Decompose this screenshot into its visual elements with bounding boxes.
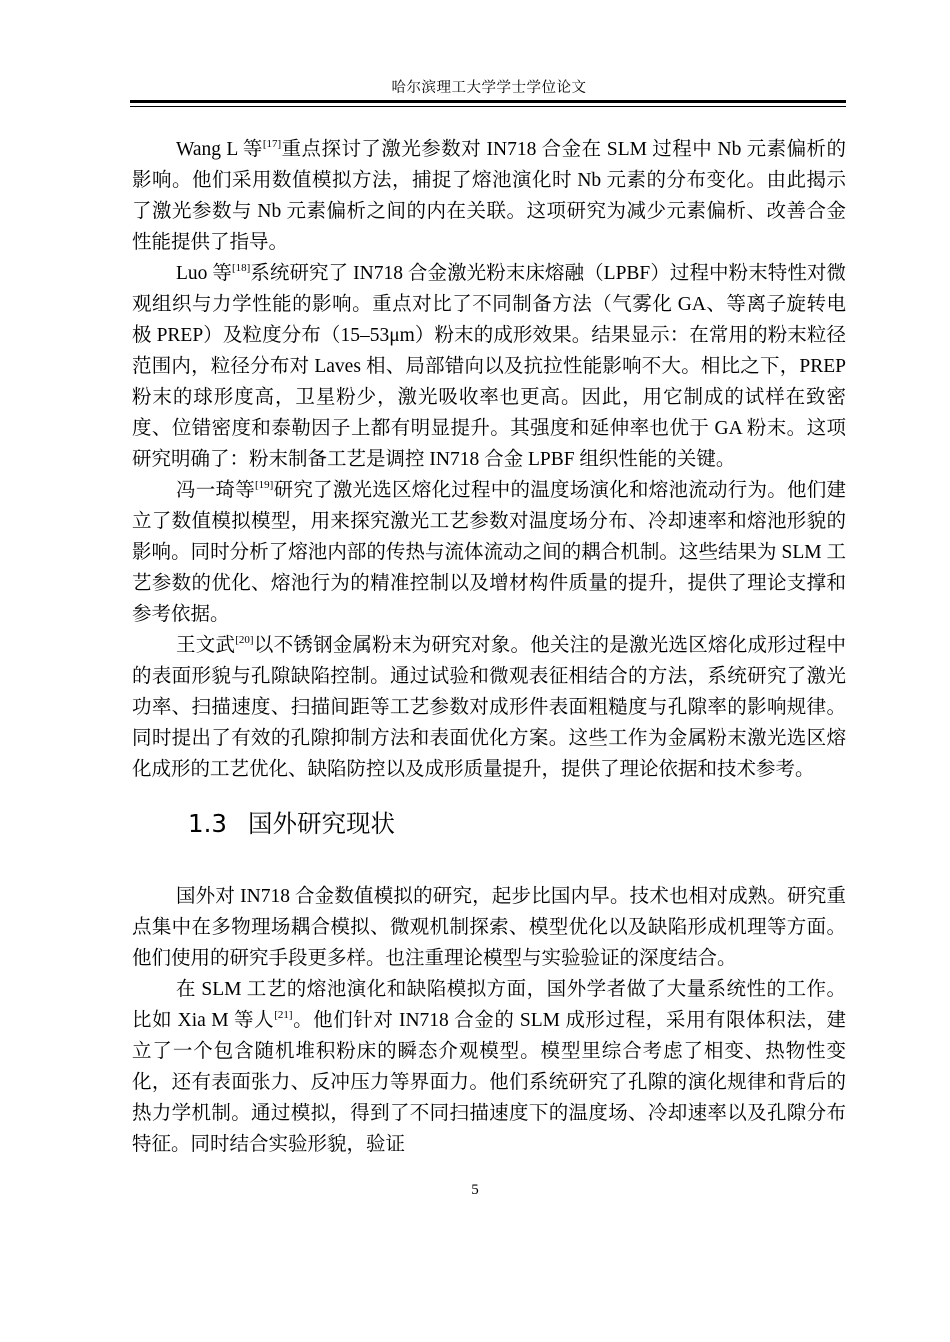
paragraph-wangwenwu (132, 630, 846, 785)
paragraph-text: 王文武 (176, 635, 236, 656)
paragraph-xia (132, 974, 846, 1160)
paragraph-text: 。他们针对 IN718 合金的 SLM 成形过程，采用有限体积法，建立了一个包含随机堆积粉床的瞬态介观模型。模型里综合考虑了相变、热物性变化，还有表面张力、反冲压力等界面力。他们系统研究了孔隙的演化规律和背后的热力学机制。通过模拟，得到了不同扫描速度下的温度场、冷却速率以及孔隙分布特征。同时结合实验形貌，验证 (132, 1010, 847, 1155)
page-number: 5 (471, 1182, 479, 1198)
section-number: 1.3 (188, 809, 227, 838)
paragraph-wang (132, 134, 846, 258)
paragraph-text: 以不锈钢金属粉末为研究对象。他关注的是激光选区熔化成形过程中的表面形貌与孔隙缺陷控制。通过试验和微观表征相结合的方法，系统研究了激光功率、扫描速度、扫描间距等工艺参数对成形件表面粗糙度与孔隙率的影响规律。同时提出了有效的孔隙抑制方法和表面优化方案。这些工作为金属粉末激光选区熔化成形的工艺优化、缺陷防控以及成形质量提升，提供了理论依据和技术参考。 (132, 635, 846, 780)
paragraph-text: 在 SLM 工艺的熔池演化和缺陷模拟方面，国外学者做了大量系统性的工作。比如 Xia M 等人 (132, 979, 846, 1031)
paragraph-overview (132, 881, 846, 974)
body-text (132, 134, 846, 1160)
section-heading (188, 804, 846, 844)
citation-ref: [21] (274, 1009, 293, 1021)
paragraph-feng (132, 475, 846, 630)
citation-ref: [18] (231, 262, 251, 274)
citation-ref: [19] (255, 479, 274, 491)
running-header: 哈尔滨理工大学学士学位论文 (391, 80, 587, 96)
paragraph-luo (132, 258, 846, 475)
citation-ref: [20] (235, 634, 254, 646)
paragraph-text: Luo 等 (176, 263, 232, 284)
paragraph-text: 国外对 IN718 合金数值模拟的研究，起步比国内早。技术也相对成熟。研究重点集中在多物理场耦合模拟、微观机制探索、模型优化以及缺陷形成机理等方面。他们使用的研究手段更多样。也注重理论模型与实验验证的深度结合。 (132, 886, 846, 969)
header-rule-thick (130, 100, 846, 103)
citation-ref: [17] (262, 138, 282, 150)
paragraph-text: Wang L 等 (176, 139, 263, 160)
paragraph-text: 研究了激光选区熔化过程中的温度场演化和熔池流动行为。他们建立了数值模拟模型，用来探究激光工艺参数对温度场分布、冷却速率和熔池形貌的影响。同时分析了熔池内部的传热与流体流动之间的耦合机制。这些结果为 SLM 工艺参数的优化、熔池行为的精准控制以及增材构件质量的提升，提供了理论支撑和参考依据。 (132, 480, 846, 625)
header-rule-thin (130, 106, 846, 107)
paragraph-text: 冯一琦等 (176, 480, 255, 501)
paragraph-text: 系统研究了 IN718 合金激光粉末床熔融（LPBF）过程中粉末特性对微观组织与力学性能的影响。重点对比了不同制备方法（气雾化 GA、等离子旋转电极 PREP）及粒度分布（15–53μm）粉末的成形效果。结果显示：在常用的粉末粒径范围内，粒径分布对 Laves 相、局部错向以及抗拉性能影响不大。相比之下，PREP 粉末的球形度高，卫星粉少，激光吸收率也更高。因此，用它制成的试样在致密度、位错密度和泰勒因子上都有明显提升。其强度和延伸率也优于 GA 粉末。这项研究明确了：粉末制备工艺是调控 IN718 合金 LPBF 组织性能的关键。 (132, 263, 846, 470)
paragraph-text: 重点探讨了激光参数对 IN718 合金在 SLM 过程中 Nb 元素偏析的影响。他们采用数值模拟方法，捕捉了熔池演化时 Nb 元素的分布变化。由此揭示了激光参数与 Nb 元素偏析之间的内在关联。这项研究为减少元素偏析、改善合金性能提供了指导。 (132, 139, 846, 253)
section-title: 国外研究现状 (248, 809, 395, 838)
